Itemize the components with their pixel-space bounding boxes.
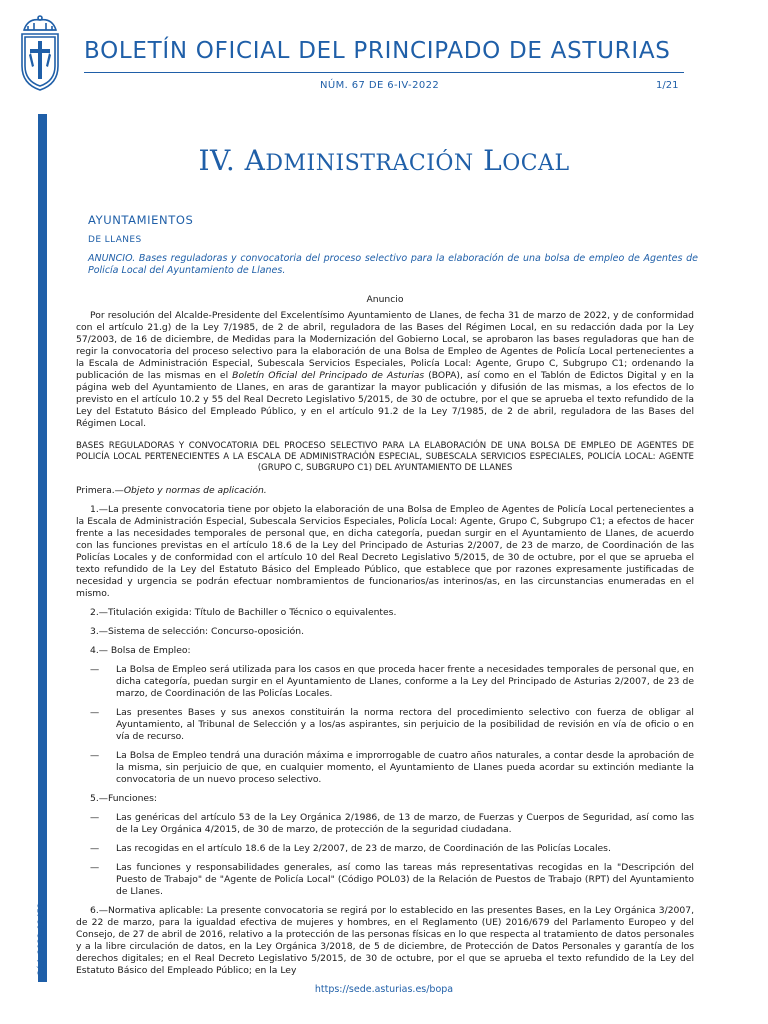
paragraph-2: 2.—Titulación exigida: Título de Bachiller o Técnico o equivalentes. <box>90 607 397 618</box>
section-rest-2: OCAL <box>502 151 570 176</box>
list-item <box>76 843 694 855</box>
intro-paragraph <box>76 310 694 430</box>
list-item-text: Las recogidas en el artículo 18.6 de la Ley 2/2007, de 23 de marzo, de Coordinación de las Policías Locales. <box>116 843 611 854</box>
primera-heading <box>76 485 694 497</box>
list-item <box>76 707 694 743</box>
section-title <box>0 144 768 177</box>
primera-label: Primera.— <box>76 485 124 496</box>
document-code: Cód. 2022-02452 <box>37 903 47 977</box>
section-rest-1: DMINISTRACIÓN <box>265 151 474 176</box>
dash-mark: — <box>90 843 100 854</box>
list-item-text: La Bolsa de Empleo será utilizada para los casos en que proceda hacer frente a necesidades temporales de personal que, en dicha categoría, puedan surgir en el Ayuntamiento de Llanes, conforme a la Ley del Principado de Asturias 2/2007, de 23 de marzo, de Coordinación de las Policías Locales. <box>116 664 694 699</box>
document-body <box>76 294 694 977</box>
list-item-text: La Bolsa de Empleo tendrá una duración máxima e improrrogable de cuatro años naturales, a contar desde la aprobación de la misma, sin perjuicio de que, en cualquier momento, el Ayuntamiento de Llanes pueda acordar su extinción mediante la convocatoria de un nuevo proceso selectivo. <box>116 750 694 785</box>
list-item <box>76 750 694 786</box>
bases-title: BASES REGULADORAS Y CONVOCATORIA DEL PROCESO SELECTIVO PARA LA ELABORACIÓN DE UNA BOLSA DE EMPLEO DE AGENTES DE POLICÍA LOCAL PERTENECIENTES A LA ESCALA DE ADMINISTRACIÓN ESPECIAL, SUBESCALA SERVICIOS ESPECIALES, POLICÍA LOCAL: AGENTE (GRUPO C, SUBGRUPO C1) DEL AYUNTAMIENTO DE LLANES <box>76 441 694 473</box>
sub-organism-name: DE LLANES <box>88 235 142 245</box>
announcement-title: ANUNCIO. Bases reguladoras y convocatoria del proceso selectivo para la elaboración de una bolsa de empleo de Agentes de Policía Local del Ayuntamiento de Llanes. <box>88 253 698 276</box>
section-number: IV. <box>198 144 236 177</box>
paragraph-4: 4.— Bolsa de Empleo: <box>90 645 191 656</box>
asturias-coat-of-arms <box>14 14 66 94</box>
dash-mark: — <box>90 707 100 718</box>
dash-mark: — <box>90 862 100 873</box>
list-item-text: Las genéricas del artículo 53 de la Ley Orgánica 2/1986, de 13 de marzo, de Fuerzas y Cuerpos de Seguridad, así como las de la Ley Orgánica 4/2015, de 30 de marzo, de protección de la seguridad ciudadana. <box>116 812 694 835</box>
footer-url-link[interactable]: https://sede.asturias.es/bopa <box>314 984 454 995</box>
list-item <box>76 862 694 898</box>
header-rule <box>84 72 684 73</box>
paragraph-3: 3.—Sistema de selección: Concurso-oposición. <box>90 626 305 637</box>
list-item <box>76 812 694 836</box>
body-heading: Anuncio <box>366 294 404 305</box>
intro-part-1: Por resolución del Alcalde-Presidente del Excelentísimo Ayuntamiento de Llanes, de fecha 31 de marzo de 2022, y de conformidad con el artículo 21.g) de la Ley 7/1985, de 2 de abril, reguladora de las Bases del Régimen Local, en su redacción dada por la Ley 57/2003, de 16 de diciembre, de Medidas para la Modernización del Gobierno Local, se aprobaron las bases reguladoras que han de regir la convocatoria del proceso selectivo para la elaboración de una Bolsa de Empleo de Agentes de Policía Local pertenecientes a la Escala de Administración Especial, Subescala Servicios Especiales, Policía Local: Agente, Grupo C, Subgrupo C1; ordenando la publicación de las mismas en el <box>76 310 694 381</box>
issue-number: NÚM. 67 DE 6-IV-2022 <box>320 80 440 91</box>
list-item-text: Las funciones y responsabilidades generales, así como las tareas más representativas recogidas en la "Descripción del Puesto de Trabajo" de "Agente de Policía Local" (Código POL03) de la Relación de Puestos de Trabajo (RPT) del Ayuntamiento de Llanes. <box>116 862 694 897</box>
dash-mark: — <box>90 812 100 823</box>
primera-title: Objeto y normas de aplicación. <box>123 485 267 496</box>
bulletin-title: BOLETÍN OFICIAL DEL PRINCIPADO DE ASTURIAS <box>84 38 671 64</box>
list-item <box>76 664 694 700</box>
paragraph-1: 1.—La presente convocatoria tiene por objeto la elaboración de una Bolsa de Empleo de Agentes de Policía Local pertenecientes a la Escala de Administración Especial, Subescala Servicios Especiales, Policía Local: Agente, Grupo C, Subgrupo C1; a efectos de hacer frente a las necesidades temporales de personal que, en dicha categoría, puedan surgir en el Ayuntamiento de Llanes, de acuerdo con las funciones previstas en el artículo 18.6 de la Ley del Principado de Asturias 2/2007, de 23 de marzo, de Coordinación de las Policías Locales y de conformidad con el artículo 10 del Real Decreto Legislativo 5/2015, de 30 de octubre, por el que se aprueba el texto refundido de la Ley del Estatuto Básico del Empleado Público, que establece que por razones expresamente justificadas de necesidad y urgencia se podrán efectuar nombramientos de funcionarios/as interinos/as, en las circunstancias enumeradas en el mismo. <box>76 504 694 599</box>
intro-part-2: (BOPA), así como en el Tablón de Edictos Digital y en la página web del Ayuntamiento de Llanes, en aras de garantizar la mayor publicación y difusión de las mismas, a los efectos de lo previsto en el artículo 10.2 y 55 del Real Decreto Legislativo 5/2015, de 30 de octubre, por el que se aprueba el texto refundido de la Ley del Estatuto Básico del Empleado Público, y en el artículo 91.2 de la Ley 7/1985, de 2 de abril, reguladora de las Bases del Régimen Local. <box>76 370 695 429</box>
dash-mark: — <box>90 664 100 675</box>
paragraph-5: 5.—Funciones: <box>90 793 157 804</box>
dash-mark: — <box>90 750 100 761</box>
page-number: 1/21 <box>656 80 679 91</box>
section-cap-1: A <box>244 144 266 177</box>
list-item-text: Las presentes Bases y sus anexos constituirán la norma rectora del procedimiento selectivo con fuerza de obligar al Ayuntamiento, al Tribunal de Selección y a los/as aspirantes, sin perjuicio de la posibilidad de revisión en vía de oficio o en vía de recurso. <box>116 707 694 742</box>
organism-name: AYUNTAMIENTOS <box>88 213 194 227</box>
side-bar <box>38 114 47 982</box>
intro-italic: Boletín Oficial del Principado de Asturias <box>232 370 425 381</box>
section-cap-2: L <box>483 144 503 177</box>
paragraph-6: 6.—Normativa aplicable: La presente convocatoria se regirá por lo establecido en las presentes Bases, en la Ley Orgánica 3/2007, de 22 de marzo, para la igualdad efectiva de mujeres y hombres, en el Reglamento (UE) 2016/679 del Parlamento Europeo y del Consejo, de 27 de abril de 2016, relativo a la protección de las personas físicas en lo que respecta al tratamiento de datos personales y a la libre circulación de datos, en la Ley Orgánica 3/2018, de 5 de diciembre, de Protección de Datos Personales y garantía de los derechos digitales; en el Real Decreto Legislativo 5/2015, de 30 de octubre, por el que se aprueba el texto refundido de la Ley del Estatuto Básico del Empleado Público; en la Ley <box>76 905 694 976</box>
